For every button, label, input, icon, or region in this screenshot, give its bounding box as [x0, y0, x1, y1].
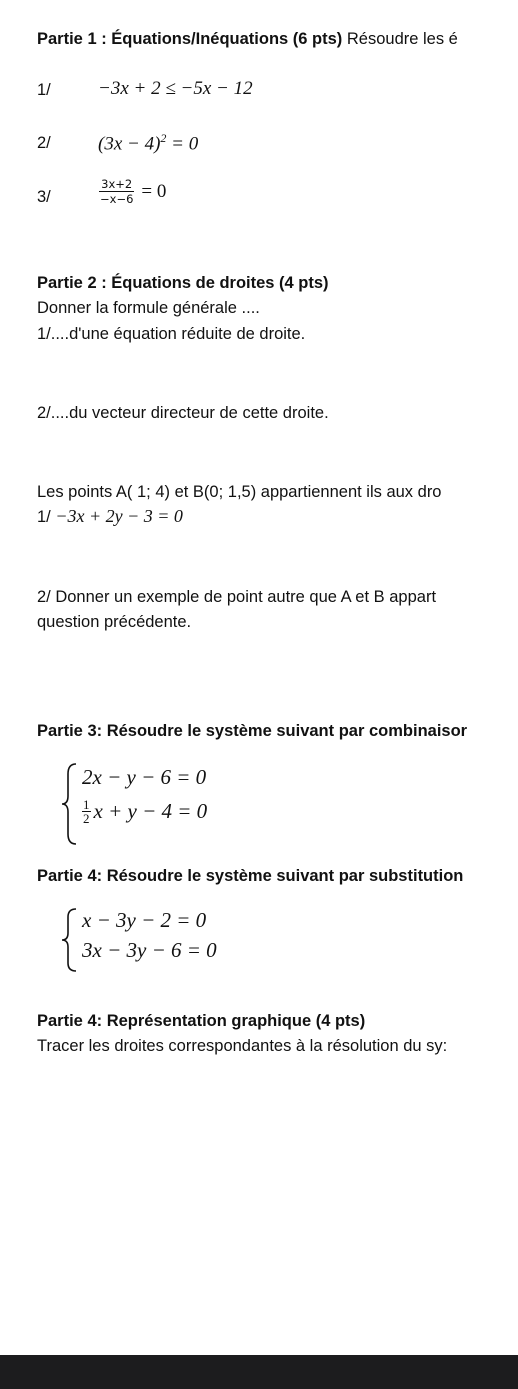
partie4a-title: Partie 4: Résoudre le système suivant par substitution	[37, 867, 464, 885]
partie3-row2	[82, 794, 207, 828]
partie3-rows	[82, 760, 207, 828]
partie4b-title: Partie 4: Représentation graphique (4 pts)	[37, 1012, 366, 1030]
left-brace-icon	[60, 905, 82, 975]
partie3-half-numerator: 1	[83, 796, 90, 812]
item2-rest: = 0	[166, 133, 199, 155]
partie3-row1: 2x − y − 6 = 0	[82, 765, 207, 789]
item3-number: 3/	[37, 188, 51, 206]
bottom-bar	[0, 1355, 518, 1389]
partie4a-rows	[82, 905, 217, 965]
partie3-row2-rest: x + y − 4 = 0	[93, 799, 208, 823]
partie4b-text: Tracer les droites correspondantes à la résolution du sy:	[37, 1037, 448, 1055]
partie4a-row2: 3x − 3y − 6 = 0	[82, 938, 217, 962]
left-brace-icon	[60, 760, 82, 848]
item3-equation	[98, 177, 166, 206]
partie3-half-denominator: 2	[83, 810, 90, 826]
partie3-half-fraction	[82, 798, 91, 825]
partie3-title: Partie 3: Résoudre le système suivant par combinaisor	[37, 722, 468, 740]
item2-exponent: 2	[160, 131, 167, 145]
item1-number: 1/	[37, 81, 51, 99]
partie1-heading	[37, 29, 458, 49]
item2-base: (3x − 4)	[98, 133, 161, 155]
item3-denominator: −x−6	[100, 192, 134, 206]
partie1-title: Partie 1 : Équations/Inéquations (6 pts)	[37, 30, 343, 48]
partie2-intro: Donner la formule générale ....	[37, 299, 260, 317]
partie2-eq-number: 1/	[37, 508, 51, 526]
partie2-question3-line2: question précédente.	[37, 613, 192, 631]
item2-equation	[98, 131, 198, 155]
partie2-title: Partie 2 : Équations de droites (4 pts)	[37, 274, 329, 292]
item2-number: 2/	[37, 134, 51, 152]
item1-inequation: −3x + 2 ≤ −5x − 12	[98, 78, 253, 99]
partie2-points-text: Les points A( 1; 4) et B(0; 1,5) appartiennent ils aux dro	[37, 483, 442, 501]
partie2-question1: 1/....d'une équation réduite de droite.	[37, 325, 306, 343]
item3-fraction	[98, 177, 135, 206]
partie4a-row1: x − 3y − 2 = 0	[82, 908, 207, 932]
item3-numerator: 3x+2	[101, 177, 133, 191]
partie2-equation-line	[37, 506, 183, 527]
partie2-question3-line1: 2/ Donner un exemple de point autre que A et B appart	[37, 588, 437, 606]
item3-rest: = 0	[141, 180, 167, 202]
partie2-equation: −3x + 2y − 3 = 0	[55, 506, 183, 526]
partie2-question2: 2/....du vecteur directeur de cette droite.	[37, 404, 329, 422]
partie1-instruction: Résoudre les é	[342, 30, 458, 48]
